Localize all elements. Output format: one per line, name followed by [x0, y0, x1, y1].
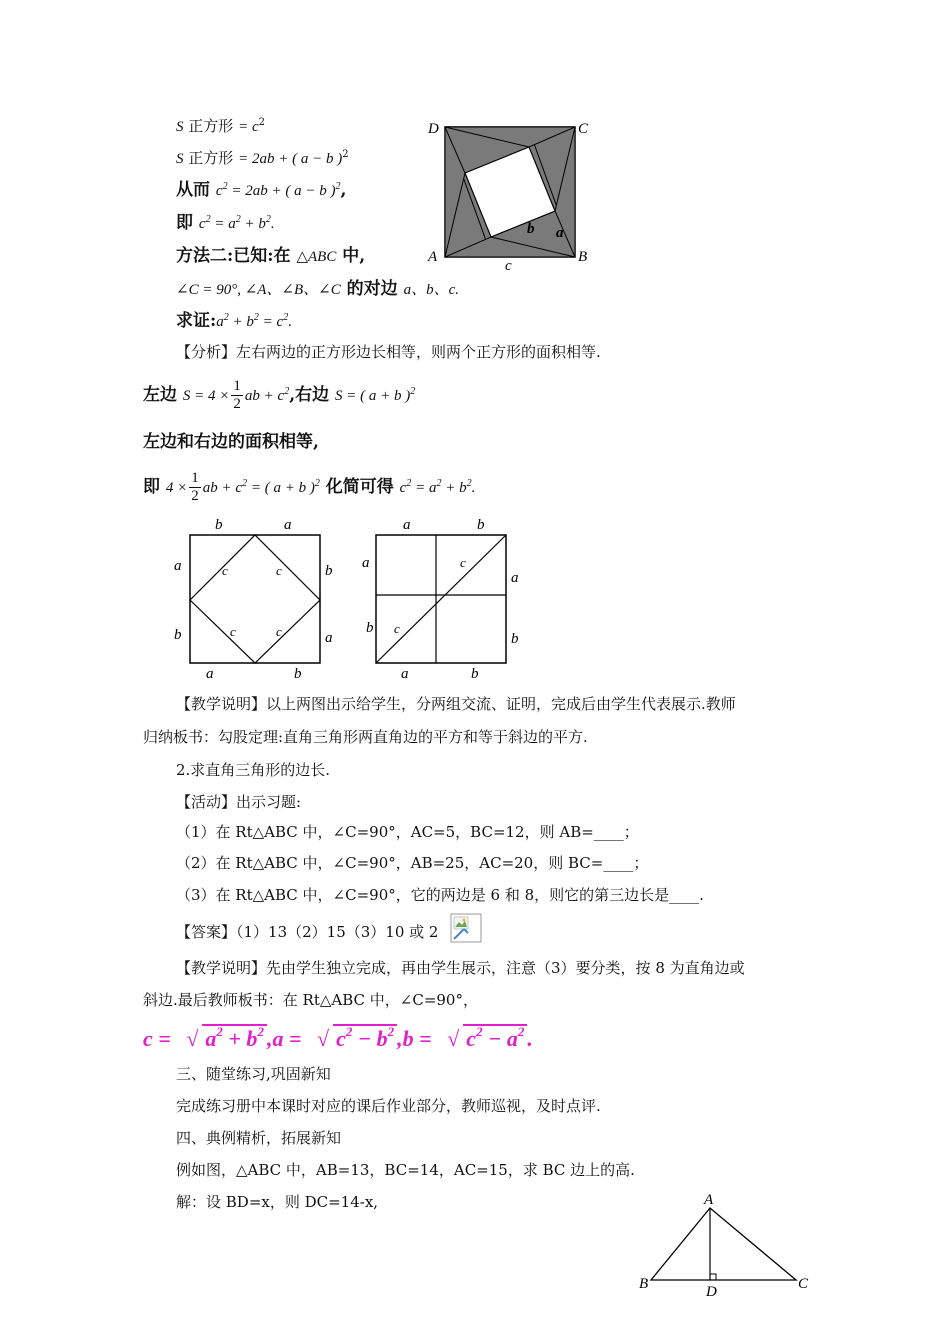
label-bottom-a: a	[206, 666, 214, 682]
eq3: S = ( a + b )$^2$	[335, 386, 416, 404]
eq-text: = c	[238, 119, 259, 135]
label-c: c	[230, 624, 236, 639]
text: 求证:	[176, 311, 217, 331]
line-left-right	[143, 378, 415, 413]
teaching-note-2a: 【教学说明】先由学生独立完成，再由学生展示，注意（3）要分类，按 8 为直角边或	[176, 959, 745, 977]
teaching-note-1a: 【教学说明】以上两图出示给学生，分两组交流、证明，完成后由学生代表展示.教师	[176, 695, 736, 713]
label-left-b: b	[366, 620, 374, 636]
heading-3: 三、随堂练习,巩固新知	[176, 1065, 331, 1083]
sqrt-1: $a^2 + b^2$	[202, 1024, 267, 1052]
practice-line: 完成练习册中本课时对应的课后作业部分，教师巡视，及时点评.	[176, 1097, 601, 1115]
figure-right-square	[358, 515, 528, 685]
sides: a、b、c.	[403, 282, 459, 298]
eq: S = 4 ×	[182, 388, 230, 404]
label-c: c	[276, 563, 282, 578]
comma: ,	[340, 180, 347, 200]
text: 中,	[342, 246, 366, 266]
eq3: $c^2 = a^2 + b^2$.	[399, 478, 476, 496]
text: 化简可得	[325, 477, 394, 497]
sqrt-3: $c^2 - a^2$	[463, 1024, 527, 1052]
question-3: （3）在 Rt△ABC 中，∠C=90°，它的两边是 6 和 8，则它的第三边长是____.	[176, 886, 704, 904]
heading-4: 四、典例精析，拓展新知	[176, 1129, 342, 1147]
teaching-note-1b: 归纳板书：勾股定理:直角三角形两直角边的平方和等于斜边的平方.	[143, 728, 588, 746]
heading-2: 2.求直角三角形的边长.	[176, 761, 331, 779]
activity-line: 【活动】出示习题:	[176, 793, 302, 811]
line-method-2	[176, 244, 365, 269]
fraction-half: $\frac{1}{2}$	[191, 470, 199, 504]
period: .	[527, 1026, 533, 1051]
label-right-a: a	[325, 630, 333, 646]
label-A: A	[428, 249, 438, 265]
label-right-b: b	[325, 563, 333, 579]
label-B: B	[578, 249, 588, 265]
text: 左边	[143, 385, 177, 405]
square-label: 正方形	[188, 117, 234, 135]
label-left-b: b	[174, 627, 182, 643]
label-top-a: a	[284, 517, 292, 533]
text: 的对边	[346, 279, 398, 299]
label-bottom-b: b	[294, 666, 302, 682]
figure-triangle	[636, 1186, 816, 1306]
s-symbol: S	[176, 151, 184, 167]
line-simplify	[143, 470, 475, 505]
label-C: C	[798, 1276, 809, 1292]
text: 从而	[176, 180, 210, 200]
label-A: A	[704, 1192, 714, 1208]
eq: $a^2 + b^2 = c^2$.	[216, 312, 292, 330]
text: ,右边	[289, 385, 330, 405]
equal-area-line: 左边和右边的面积相等,	[143, 432, 319, 452]
line-angle	[176, 277, 459, 302]
eq: $c^2 = a^2 + b^2$.	[198, 214, 275, 232]
label-c: c	[276, 624, 282, 639]
radical-sign: √	[316, 1026, 330, 1051]
label-c: c	[222, 563, 228, 578]
label-c: c	[505, 258, 512, 274]
c-eq: c =	[143, 1026, 171, 1051]
teaching-note-2b: 斜边.最后教师板书：在 Rt△ABC 中，∠C=90°，	[143, 991, 478, 1009]
broken-image-icon	[450, 913, 482, 943]
eq: 4 ×	[165, 480, 188, 496]
eq2: ab + $c^2$	[244, 386, 290, 404]
label-left-a: a	[362, 555, 370, 571]
label-c: c	[460, 555, 466, 570]
label-left-a: a	[174, 558, 182, 574]
label-c: c	[394, 621, 400, 636]
line-prove	[176, 309, 292, 334]
s-symbol: S	[176, 119, 184, 135]
eq-text: = 2ab + ( a − b )	[238, 151, 343, 167]
radical-sign: √	[186, 1026, 199, 1051]
line-s-square-1	[176, 116, 265, 137]
fraction-half: $\frac{1}{2}$	[233, 378, 241, 412]
label-bottom-b: b	[471, 666, 479, 682]
exp: 2	[342, 149, 349, 160]
eq: $c^2 = 2ab$ + ( a − b )$^2$	[215, 181, 341, 199]
b-eq: ,b =	[397, 1026, 432, 1051]
label-b: b	[527, 221, 535, 237]
line-s-square-2	[176, 148, 349, 169]
label-right-a: a	[511, 570, 519, 586]
analysis-line: 【分析】左右两边的正方形边长相等，则两个正方形的面积相等.	[176, 343, 601, 361]
angle-eq: ∠C = 90°, ∠A、∠B、∠C	[176, 282, 341, 298]
square-label: 正方形	[188, 149, 234, 167]
label-top-a: a	[403, 517, 411, 533]
label-C: C	[578, 121, 589, 137]
formula-line	[143, 1024, 533, 1054]
line-ji	[176, 211, 275, 236]
text: 方法二:已知:在	[176, 246, 291, 266]
example-line: 例如图，△ABC 中，AB=13，BC=14，AC=15，求 BC 边上的高.	[176, 1161, 635, 1179]
answer-line	[176, 922, 438, 942]
label-B: B	[639, 1276, 649, 1292]
label-a: a	[556, 225, 564, 241]
question-2: （2）在 Rt△ABC 中，∠C=90°，AB=25，AC=20，则 BC=____；	[176, 854, 649, 872]
radical-sign: √	[447, 1026, 460, 1051]
figure-square-proof	[420, 115, 600, 275]
label-D: D	[706, 1284, 717, 1300]
question-1: （1）在 Rt△ABC 中，∠C=90°，AC=5，BC=12，则 AB=____；	[176, 823, 639, 841]
triangle: △ABC	[296, 249, 337, 265]
eq2: ab + $c^2$ = ( a + b )$^2$	[202, 478, 320, 496]
label-top-b: b	[477, 517, 485, 533]
answer-text: 【答案】（1）13（2）15（3）10 或 2	[176, 923, 439, 941]
sqrt-2: $c^2 - b^2$	[333, 1024, 397, 1052]
label-bottom-a: a	[401, 666, 409, 682]
text: 即	[176, 213, 193, 233]
label-top-b: b	[215, 517, 223, 533]
a-eq: ,a =	[266, 1026, 302, 1051]
solution-line: 解：设 BD=x，则 DC=14-x,	[176, 1193, 379, 1211]
line-congruent	[176, 178, 346, 203]
figure-left-square	[170, 515, 340, 685]
exp: 2	[258, 117, 265, 128]
text: 即	[143, 477, 160, 497]
label-D: D	[428, 121, 439, 137]
label-right-b: b	[511, 631, 519, 647]
